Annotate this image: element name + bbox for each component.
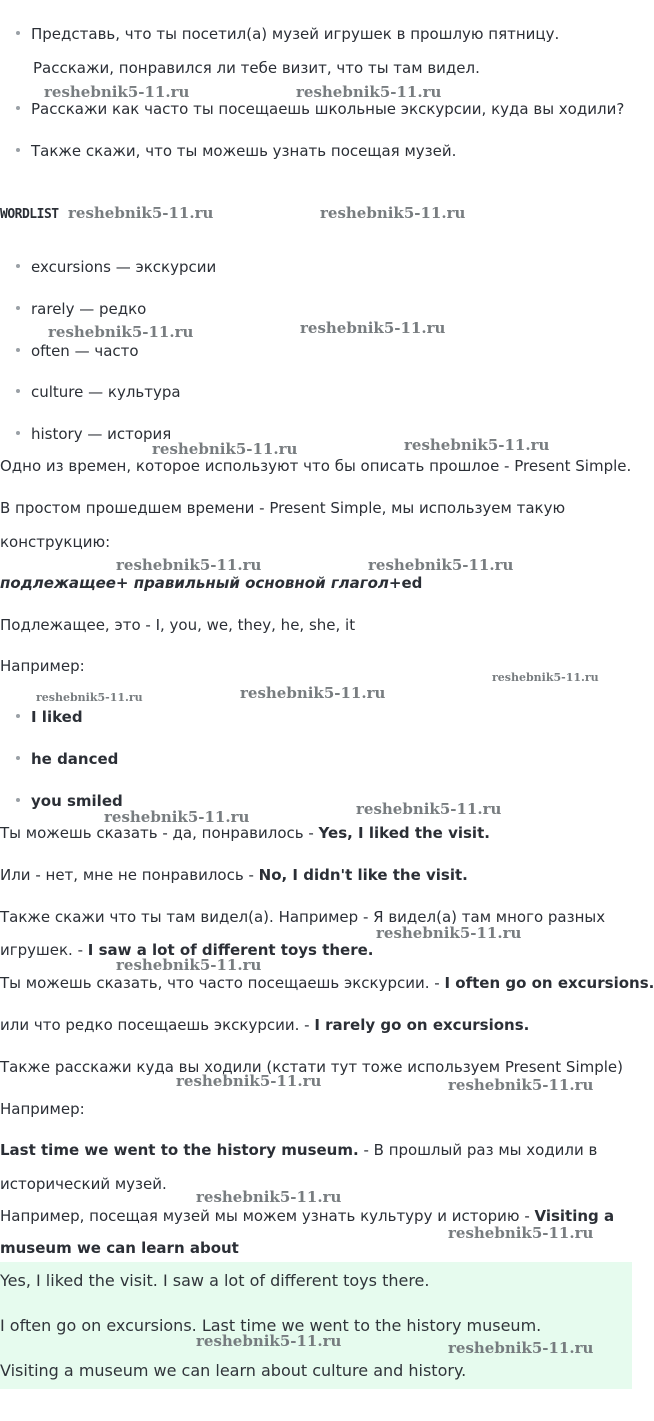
example-item: I liked bbox=[16, 707, 83, 727]
watermark: reshebnik5-11.ru bbox=[152, 440, 298, 458]
watermark: reshebnik5-11.ru bbox=[104, 808, 250, 826]
explanation-paragraph: исторический музей. bbox=[0, 1175, 167, 1193]
wordlist-item: excursions — экскурсии bbox=[16, 257, 216, 277]
wordlist-item: history — история bbox=[16, 424, 171, 444]
watermark: reshebnik5-11.ru bbox=[368, 556, 514, 574]
watermark: reshebnik5-11.ru bbox=[300, 319, 446, 337]
bullet-icon bbox=[16, 756, 20, 760]
explanation-paragraph: Например, посещая музей мы можем узнать культуру и историю - Visiting a bbox=[0, 1207, 615, 1225]
explanation-paragraph: Также скажи что ты там видел(а). Например - Я видел(а) там много разных bbox=[0, 908, 606, 926]
watermark: reshebnik5-11.ru bbox=[356, 800, 502, 818]
watermark: reshebnik5-11.ru bbox=[36, 691, 143, 704]
watermark: reshebnik5-11.ru bbox=[240, 684, 386, 702]
bullet-icon bbox=[16, 106, 20, 110]
bullet-icon bbox=[16, 31, 20, 35]
watermark: reshebnik5-11.ru bbox=[196, 1188, 342, 1206]
watermark: reshebnik5-11.ru bbox=[116, 956, 262, 974]
watermark: reshebnik5-11.ru bbox=[448, 1224, 594, 1242]
formula bbox=[0, 573, 422, 593]
explanation-paragraph: Ты можешь сказать, что часто посещаешь экскурсии. - I often go on excursions. bbox=[0, 974, 654, 992]
task-bullet: Также скажи, что ты можешь узнать посещая музей. bbox=[16, 141, 456, 161]
explanation-paragraph: Также расскажи куда вы ходили (кстати тут тоже используем Present Simple) bbox=[0, 1058, 623, 1076]
task-bullet: Представь, что ты посетил(а) музей игрушек в прошлую пятницу. bbox=[16, 24, 559, 44]
explanation-paragraph: Одно из времен, которое используют что бы описать прошлое - Present Simple. bbox=[0, 457, 632, 475]
bullet-icon bbox=[16, 389, 20, 393]
watermark: reshebnik5-11.ru bbox=[404, 436, 550, 454]
watermark: reshebnik5-11.ru bbox=[296, 83, 442, 101]
bullet-icon bbox=[16, 348, 20, 352]
explanation-paragraph: Например: bbox=[0, 1100, 85, 1118]
wordlist-item: culture — культура bbox=[16, 382, 181, 402]
watermark: reshebnik5-11.ru bbox=[448, 1339, 594, 1357]
bullet-icon bbox=[16, 714, 20, 718]
bullet-icon bbox=[16, 431, 20, 435]
explanation-paragraph: В простом прошедшем времени - Present Simple, мы используем такую bbox=[0, 499, 566, 517]
bullet-icon bbox=[16, 798, 20, 802]
formula-text: подлежащее+ правильный основной глагол+ bbox=[0, 574, 402, 592]
explanation-paragraph: или что редко посещаешь экскурсии. - I rarely go on excursions. bbox=[0, 1016, 530, 1034]
explanation-paragraph: Ты можешь сказать - да, понравилось - Yes, I liked the visit. bbox=[0, 824, 490, 842]
explanation-paragraph: museum we can learn about bbox=[0, 1239, 239, 1257]
explanation-paragraph: Например: bbox=[0, 657, 85, 675]
answer-block bbox=[0, 1262, 632, 1389]
watermark: reshebnik5-11.ru bbox=[176, 1072, 322, 1090]
watermark: reshebnik5-11.ru bbox=[68, 204, 214, 222]
explanation-paragraph: Или - нет, мне не понравилось - No, I didn't like the visit. bbox=[0, 866, 468, 884]
example-item: you smiled bbox=[16, 791, 123, 811]
explanation-paragraph: игрушек. - I saw a lot of different toys there. bbox=[0, 941, 374, 959]
example-item: he danced bbox=[16, 749, 118, 769]
bullet-icon bbox=[16, 264, 20, 268]
wordlist-heading: WORDLIST bbox=[0, 207, 59, 222]
answer-line: Yes, I liked the visit. I saw a lot of different toys there. bbox=[0, 1271, 430, 1290]
watermark: reshebnik5-11.ru bbox=[492, 671, 599, 684]
answer-line: Visiting a museum we can learn about culture and history. bbox=[0, 1361, 467, 1380]
bullet-icon bbox=[16, 306, 20, 310]
task-subtext: Расскажи, понравился ли тебе визит, что ты там видел. bbox=[33, 59, 480, 77]
wordlist-item: often — часто bbox=[16, 341, 139, 361]
watermark: reshebnik5-11.ru bbox=[116, 556, 262, 574]
watermark: reshebnik5-11.ru bbox=[448, 1076, 594, 1094]
task-bullet: Расскажи как часто ты посещаешь школьные экскурсии, куда вы ходили? bbox=[16, 99, 624, 119]
watermark: reshebnik5-11.ru bbox=[196, 1332, 342, 1350]
watermark: reshebnik5-11.ru bbox=[320, 204, 466, 222]
bullet-icon bbox=[16, 148, 20, 152]
formula-suffix: ed bbox=[401, 574, 423, 592]
watermark: reshebnik5-11.ru bbox=[48, 323, 194, 341]
explanation-paragraph: Подлежащее, это - I, you, we, they, he, she, it bbox=[0, 616, 356, 634]
explanation-paragraph: конструкцию: bbox=[0, 533, 111, 551]
watermark: reshebnik5-11.ru bbox=[44, 83, 190, 101]
explanation-paragraph: Last time we went to the history museum. - В прошлый раз мы ходили в bbox=[0, 1141, 598, 1159]
watermark: reshebnik5-11.ru bbox=[376, 924, 522, 942]
wordlist-item: rarely — редко bbox=[16, 299, 146, 319]
answer-line: I often go on excursions. Last time we went to the history museum. bbox=[0, 1316, 542, 1335]
